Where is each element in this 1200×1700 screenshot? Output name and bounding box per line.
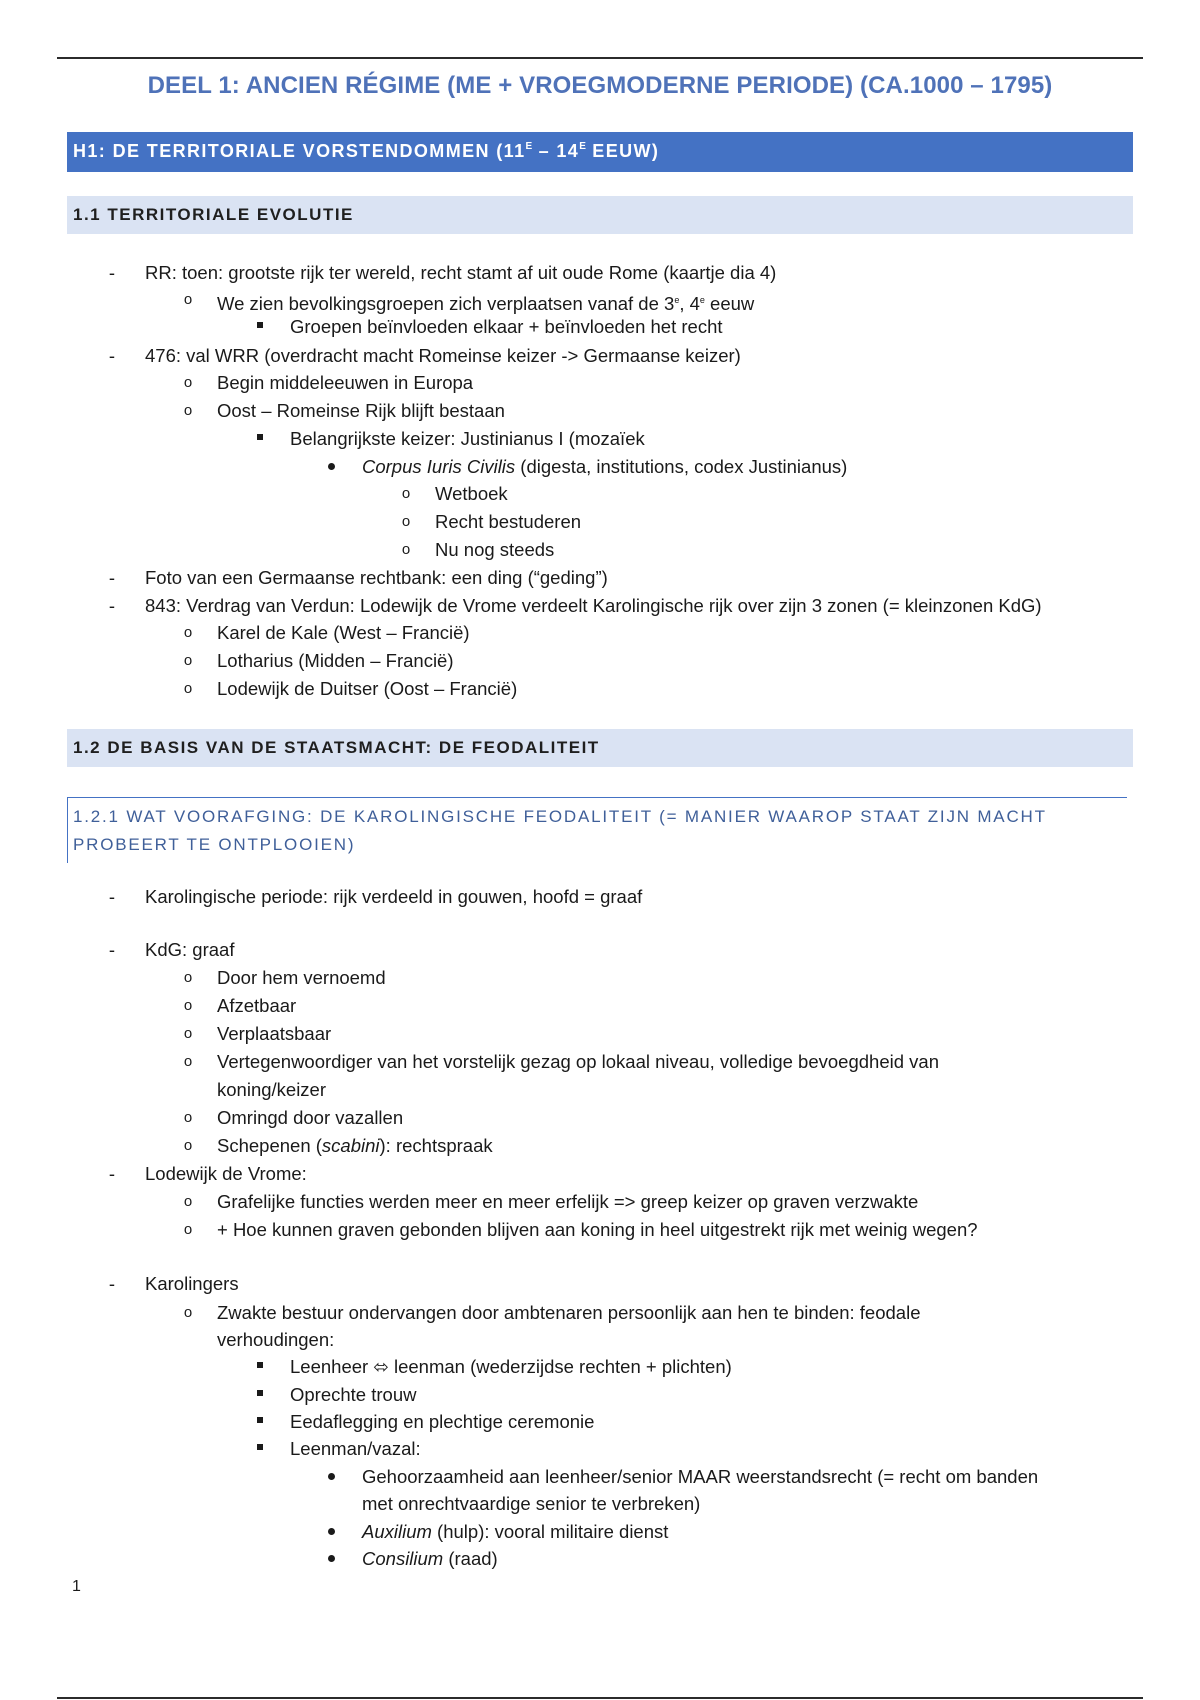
list-item-continuation: koning/keizer (217, 1079, 327, 1100)
list-item-continuation: verhoudingen: (217, 1329, 335, 1350)
section-heading-1-2: 1.2 DE BASIS VAN DE STAATSMACHT: DE FEODALITEIT (67, 729, 1133, 767)
chapter-heading: H1: DE TERRITORIALE VORSTENDOMMEN ($11^E - 14^E$ EEUW) (67, 132, 1133, 172)
top-rule (57, 57, 1143, 59)
section-heading-1-1: 1.1 TERRITORIALE EVOLUTIE (67, 196, 1133, 234)
list-item-continuation: met onrechtvaardige senior te verbreken) (362, 1493, 701, 1514)
document-title: DEEL 1: ANCIEN RÉGIME (ME + VROEGMODERNE PERIODE) (CA.1000 – 1795) (147, 72, 1053, 99)
bottom-rule (57, 1697, 1143, 1699)
subsection-heading-1-2-1: 1.2.1 WAT VOORAFGING: DE KAROLINGISCHE FEODALITEIT (= MANIER WAAROP STAAT ZIJN MACHT PROBEERT TE ONTPLOOIEN) (67, 797, 1127, 863)
page-number: 1 (72, 1578, 81, 1595)
